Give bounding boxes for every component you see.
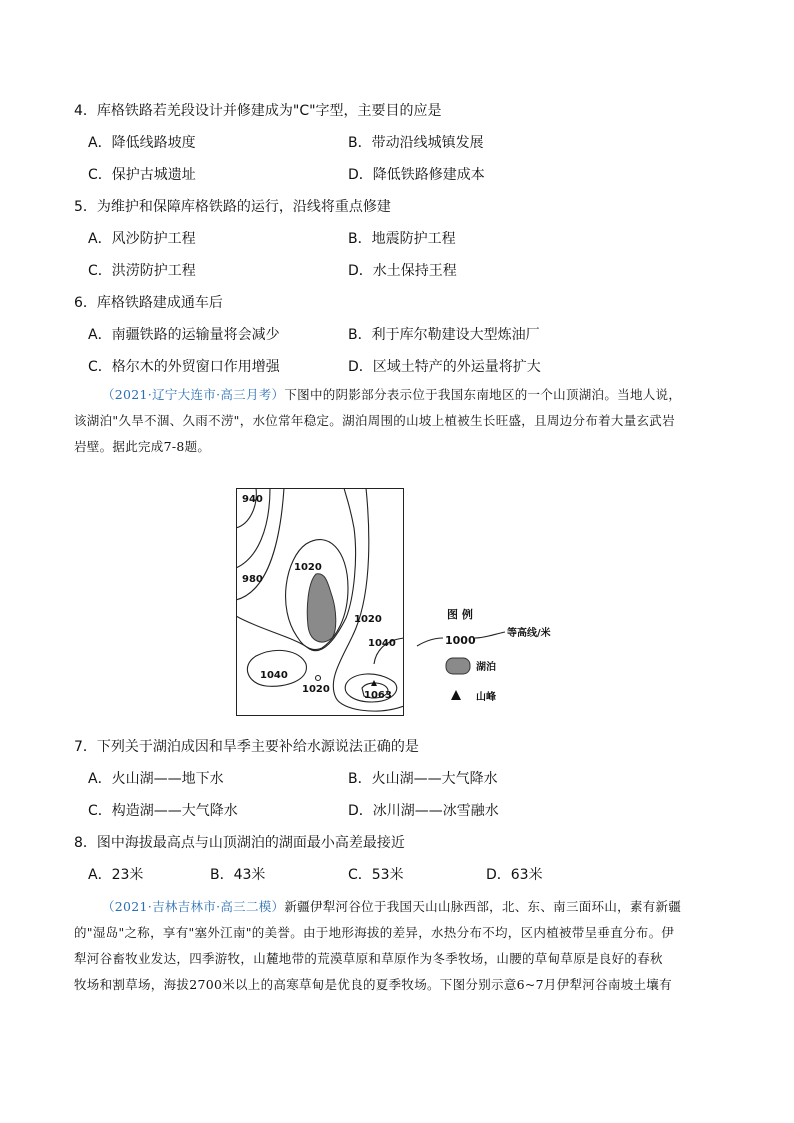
legend-contour-line [475, 632, 505, 638]
q4-option-c: C．保护古城遗址 [88, 167, 196, 183]
question-4-stem: 4．库格铁路若羌段设计并修建成为"C"字型，主要目的应是 [74, 103, 442, 119]
legend-contour-line [417, 638, 443, 646]
passage-2-line-3: 犁河谷畜牧业发达，四季游牧，山麓地带的荒漠草原和草原作为冬季牧场，山腰的草甸草原是良好的春秋 [74, 951, 663, 966]
q6-option-d: D．区域土特产的外运量将扩大 [348, 359, 541, 375]
map-legend [415, 600, 605, 710]
q8-option-d: D．63米 [486, 867, 543, 883]
q6-option-b: B．利于库尔勒建设大型炼油厂 [348, 327, 540, 343]
q5-option-c: C．洪涝防护工程 [88, 263, 196, 279]
passage-1-line-3: 岩壁。据此完成7-8题。 [74, 439, 211, 454]
q7-option-d: D．冰川湖——冰雪融水 [348, 803, 499, 819]
passage-1-line-1: 下图中的阴影部分表示位于我国东南地区的一个山顶湖泊。当地人说， [284, 387, 682, 402]
contour-map [236, 488, 404, 716]
q7-option-b: B．火山湖——大气降水 [348, 771, 498, 787]
q7-option-c: C．构造湖——大气降水 [88, 803, 238, 819]
lake-shape [307, 574, 336, 642]
passage-2 [74, 894, 724, 998]
contour-label: 1020 [294, 562, 322, 573]
question-8-stem: 8．图中海拔最高点与山顶湖泊的湖面最小高差最接近 [74, 835, 405, 851]
contour-label: 1020 [302, 684, 330, 695]
question-6-stem: 6．库格铁路建成通车后 [74, 295, 223, 311]
contour-label: 1020 [354, 614, 382, 625]
q8-option-c: C．53米 [348, 867, 404, 883]
passage-1-line-2: 该湖泊"久旱不涸、久雨不涝"，水位常年稳定。湖泊周围的山坡上植被生长旺盛，且周边分布着大量玄武岩 [74, 413, 675, 428]
legend-lake-swatch [446, 658, 470, 674]
question-5-stem: 5．为维护和保障库格铁路的运行，沿线将重点修建 [74, 199, 391, 215]
passage-2-line-4: 牧场和割草场，海拔2700米以上的高寒草甸是优良的夏季牧场。下图分别示意6~7月伊犁河谷南坡土壤有 [74, 977, 672, 992]
passage-2-source: （2021·吉林吉林市·高三二模） [102, 899, 285, 914]
q4-option-b: B．带动沿线城镇发展 [348, 135, 484, 151]
contour-line [333, 488, 404, 711]
contour-label: 980 [242, 574, 263, 585]
q4-option-d: D．降低铁路修建成本 [348, 167, 485, 183]
q5-option-a: A．风沙防护工程 [88, 231, 196, 247]
contour-label: 1040 [368, 638, 396, 649]
contour-label: 940 [242, 494, 263, 505]
q6-option-a: A．南疆铁路的运输量将会减少 [88, 327, 280, 343]
q5-option-b: B．地震防护工程 [348, 231, 456, 247]
passage-2-line-2: 的"湿岛"之称，享有"塞外江南"的美誉。由于地形海拔的差异，水热分布不均，区内植被带呈垂直分布。伊 [74, 925, 675, 940]
legend-contour-label: 等高线/米 [507, 628, 551, 639]
contour-label: 1063 [364, 690, 392, 701]
legend-title: 图 例 [447, 608, 473, 621]
question-7-stem: 7．下列关于湖泊成因和旱季主要补给水源说法正确的是 [74, 739, 419, 755]
q8-option-a: A．23米 [88, 867, 144, 883]
legend-lake-label: 湖泊 [476, 662, 496, 673]
legend-contour-value: 1000 [445, 634, 476, 647]
q4-option-a: A．降低线路坡度 [88, 135, 196, 151]
q5-option-d: D．水土保持王程 [348, 263, 457, 279]
passage-2-line-1: 新疆伊犁河谷位于我国天山山脉西部，北、东、南三面环山，素有新疆 [284, 899, 682, 914]
legend-peak-icon [451, 690, 461, 700]
q7-option-a: A．火山湖——地下水 [88, 771, 224, 787]
q8-option-b: B．43米 [210, 867, 266, 883]
q6-option-c: C．格尔木的外贸窗口作用增强 [88, 359, 280, 375]
contour-label: 1040 [260, 670, 288, 681]
passage-1 [74, 382, 724, 460]
legend-peak-label: 山峰 [476, 692, 496, 703]
passage-1-source: （2021·辽宁大连市·高三月考） [102, 387, 285, 402]
depression-mark [316, 676, 321, 681]
